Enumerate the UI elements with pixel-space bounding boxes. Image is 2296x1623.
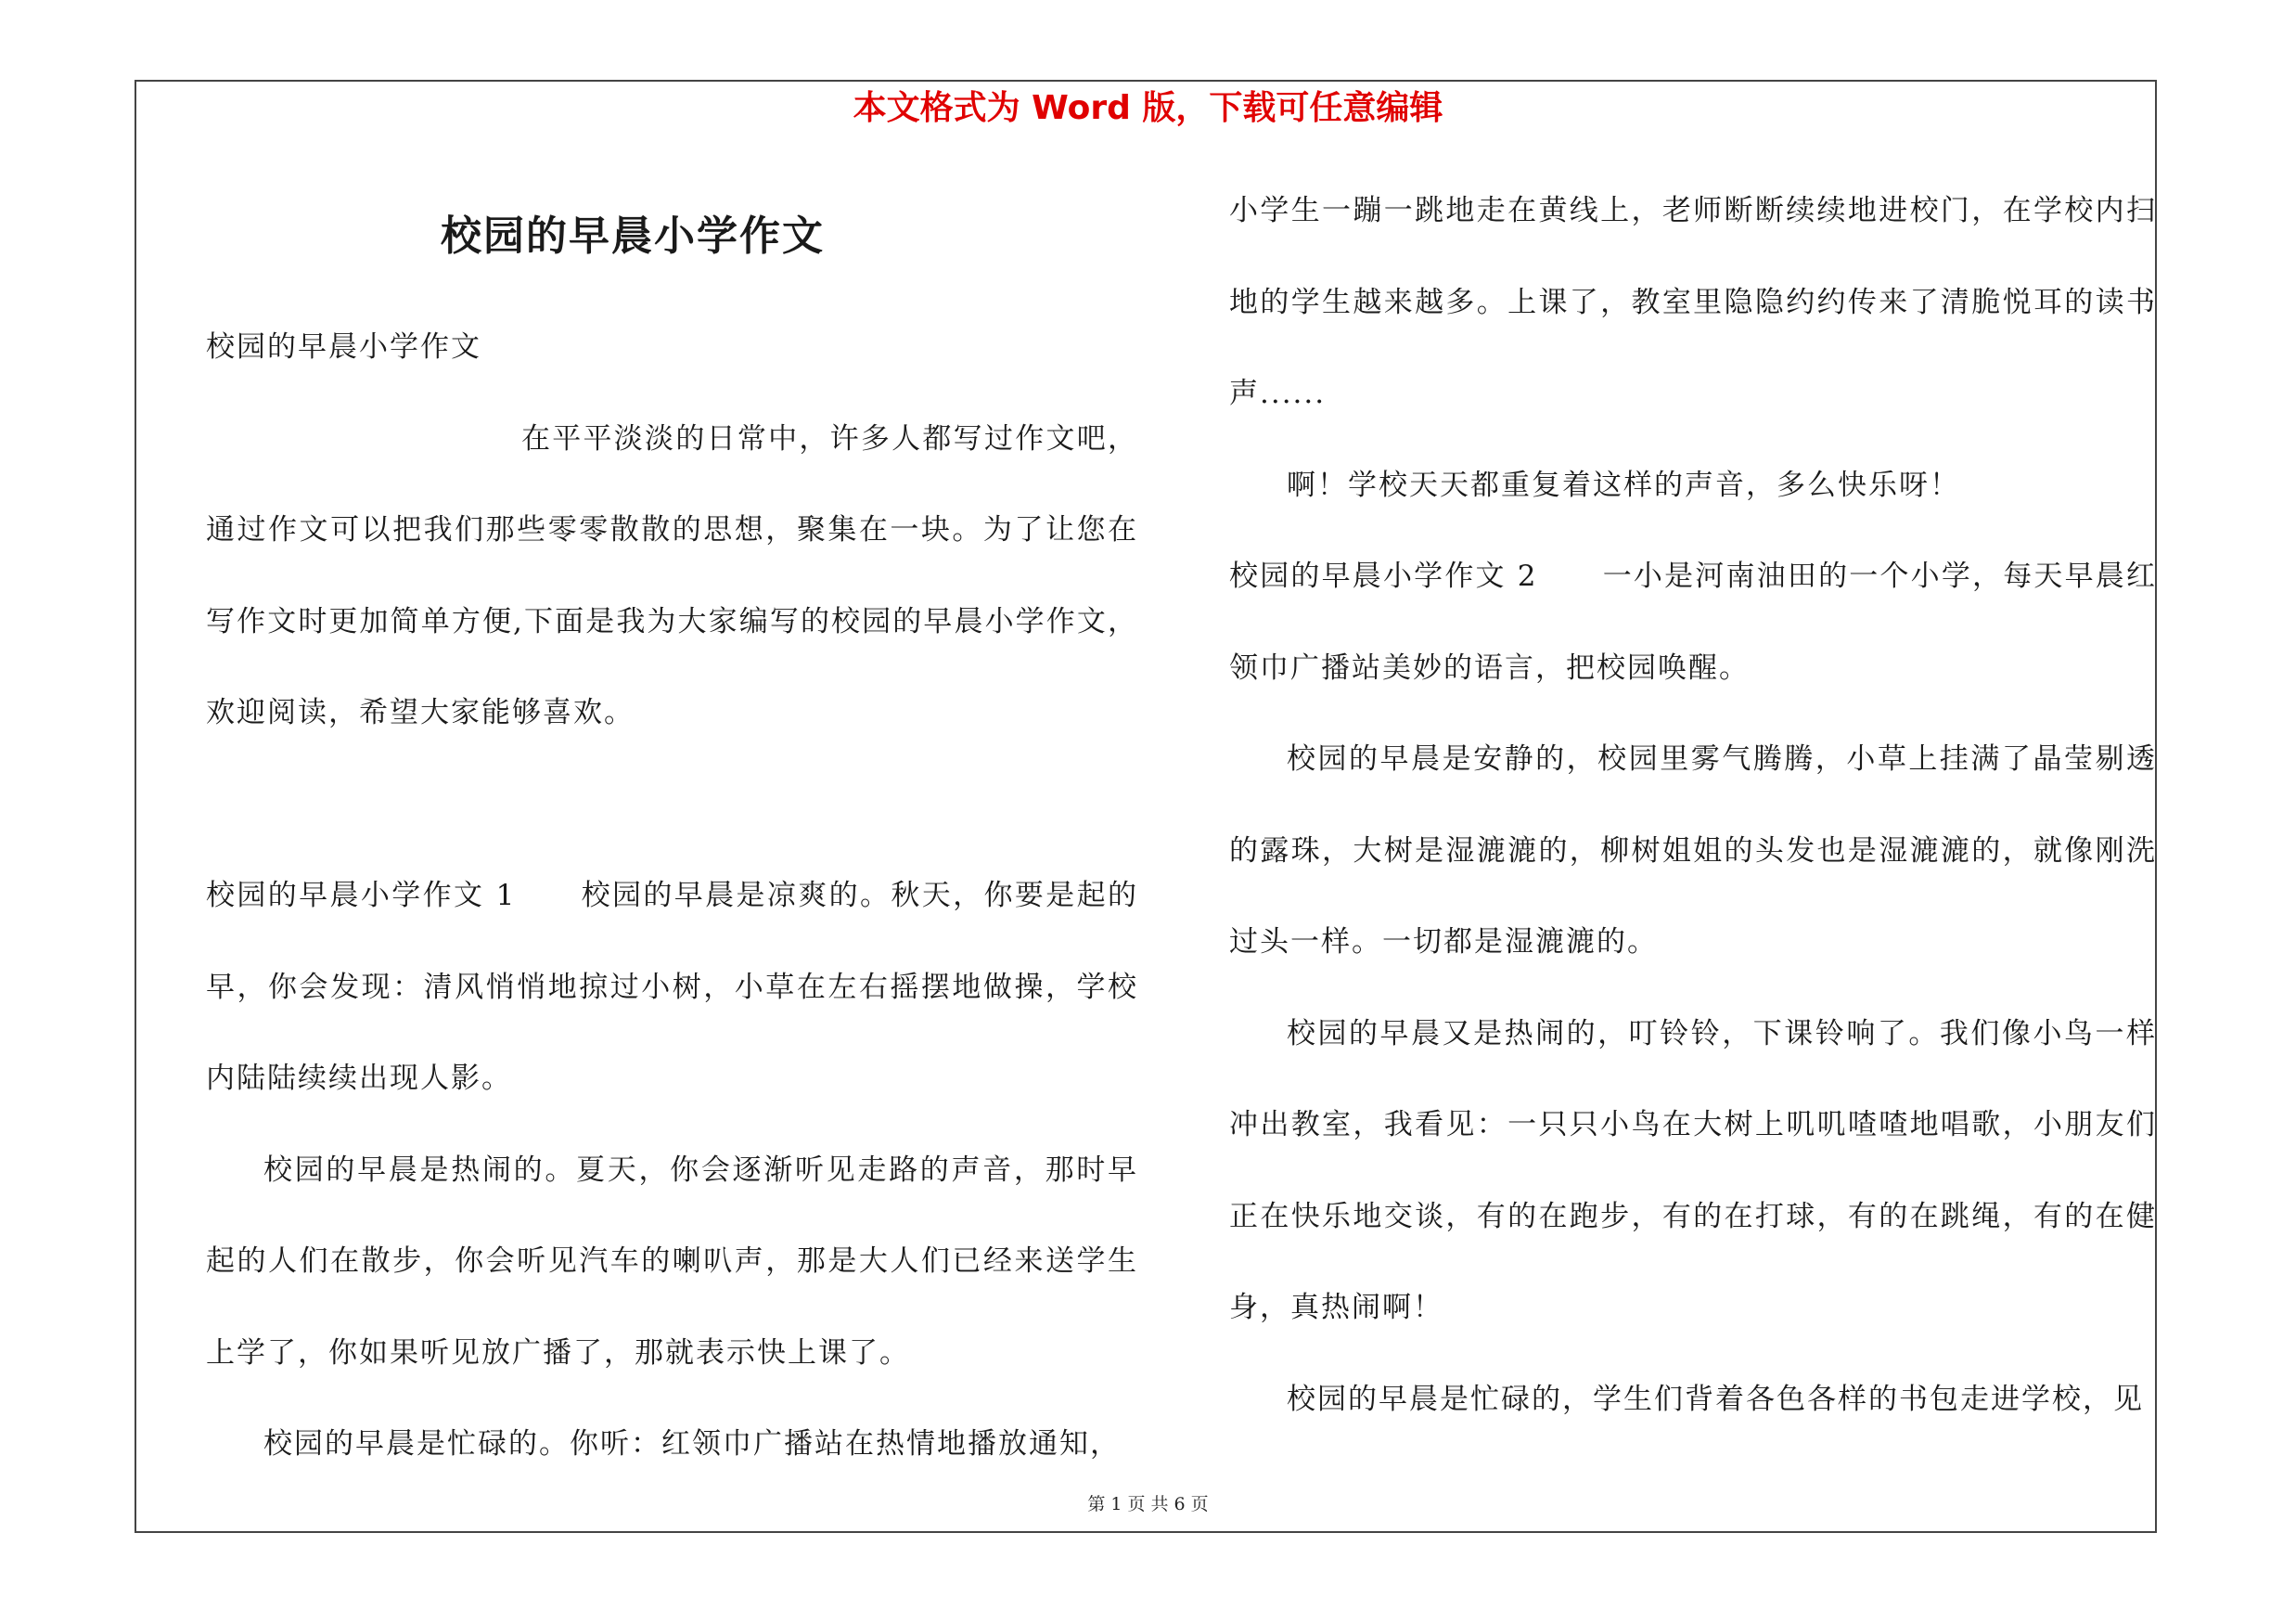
essay2-paragraph-3: 校园的早晨又是热闹的，叮铃铃，下课铃响了。我们像小鸟一样冲出教室，我看见：一只只小鸟在大树上叽叽喳喳地唱歌，小朋友们正在快乐地交谈，有的在跑步，有的在打球，有的在跳绳，有的在健身，真热闹啊！ [1229,1016,2157,1324]
essay2-heading: 校园的早晨小学作文 2 [1229,560,1538,593]
document-title: 校园的早晨小学作文 [441,213,825,260]
essay2-paragraph-2: 校园的早晨是安静的，校园里雾气腾腾，小草上挂满了晶莹剔透的露珠，大树是湿漉漉的，柳树姐姐的头发也是湿漉漉的，就像刚洗过头一样。一切都是湿漉漉的。 [1229,742,2157,959]
blank-line [206,759,1138,851]
subtitle: 校园的早晨小学作文 [206,330,481,364]
intro-paragraph: 在平平淡淡的日常中，许多人都写过作文吧，通过作文可以把我们那些零零散散的思想，聚集在一块。为了让您在写作文时更加简单方便,下面是我为大家编写的校园的早晨小学作文，欢迎阅读，希望大家能够喜欢。 [206,421,1138,729]
essay2-paragraph-4: 校园的早晨是忙碌的，学生们背着各色各样的书包走进学校，见 [1287,1382,2144,1416]
continued-paragraph: 小学生一蹦一跳地走在黄线上，老师断断续续地进校门，在学校内扫地的学生越来越多。上课了，教室里隐隐约约传来了清脆悦耳的读书声...... [1229,194,2157,410]
essay1-paragraph-2: 校园的早晨是热闹的。夏天，你会逐渐听见走路的声音，那时早起的人们在散步，你会听见汽车的喇叭声，那是大人们已经来送学生上学了，你如果听见放广播了，那就表示快上课了。 [206,1153,1138,1370]
essay1-paragraph-1 [206,850,1138,1125]
essay2-paragraph-1 [1229,531,2157,714]
essay1-paragraph-3: 校园的早晨是忙碌的。你听：红领巾广播站在热情地播放通知， [263,1427,1121,1461]
essay1-p1-text: 校园的早晨是凉爽的。秋天，你要是起的早，你会发现：清风悄悄地掠过小树，小草在左右摇摆地做操，学校内陆陆续续出现人影。 [206,879,1139,1095]
essay2-p1-text: 一小是河南油田的一个小学，每天早晨红领巾广播站美妙的语言，把校园唤醒。 [1229,560,2157,685]
format-banner: 本文格式为 Word 版，下载可任意编辑 [853,89,1443,127]
left-column [206,302,1138,1490]
right-column [1229,165,2157,1445]
page-number-footer: 第 1 页 共 6 页 [1087,1494,1209,1514]
exclaim-paragraph: 啊！学校天天都重复着这样的声音，多么快乐呀！ [1287,468,1960,502]
essay1-heading: 校园的早晨小学作文 1 [206,879,517,912]
